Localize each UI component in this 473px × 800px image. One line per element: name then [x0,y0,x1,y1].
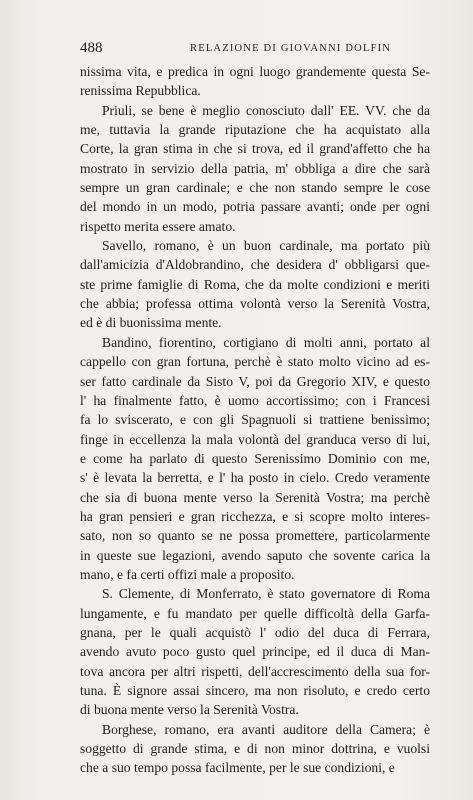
text-line: S. Clemente, di Monferrato, è stato governatore di Roma [102,586,430,602]
text-line: Corte, la gran stima in che si trova, ed il grand'affetto che ha [80,141,430,157]
text-line: ser fatto cardinale da Sisto V, poi da Gregorio XIV, e questo [80,373,430,389]
text-line: nissima vita, e predica in ogni luogo grandemente questa Se- [80,64,430,79]
text-line: Priuli, se bene è meglio conosciuto dall' EE. VV. che da [102,102,430,118]
text-line: mano, e fa certi offizi male a proposito. [80,566,295,582]
text-line: ha gran pensieri e gran ricchezza, e si scopre molto interes- [80,508,430,524]
paragraph [80,333,430,584]
text-line: l' ha finalmente fatto, è uomo accortissimo; con i Francesi [80,392,430,408]
text-line: rispetto merita essere amato. [80,218,236,234]
text-line: lungamente, e fu mandato per quelle difficoltà della Garfa- [80,605,430,621]
text-line: Borghese, romano, era avanti auditore della Camera; è [102,721,430,737]
text-line: cappello con gran fortuna, perchè è stato molto vicino ad es- [80,354,430,370]
paragraph [80,584,430,719]
text-line: sato, non so quanto se ne possa promettere, particolarmente [80,528,430,544]
text-line: che abbia; professa ottima volontà verso la Serenità Vostra, [80,296,430,312]
paragraph [80,62,430,101]
text-line: che sia di buona mente verso la Serenità Vostra; ma perchè [80,489,430,505]
paragraph [80,101,430,236]
text-line: e come ha parlato di questo Serenissimo Dominio con me, [80,450,430,466]
paragraph [80,236,430,333]
text-line: gnana, per le quali acquistò l' odio del duca di Ferrara, [80,624,430,640]
page-number: 488 [80,40,103,56]
running-title: RELAZIONE DI GIOVANNI DOLFIN [190,43,392,54]
text-line: ed è di buonissima mente. [80,315,222,331]
text-line: soggetto di grande stima, e di non minor dottrina, e vuolsi [80,741,430,757]
text-line: me, tuttavia la grande riputazione che ha acquistato alla [80,122,430,138]
text-line: in queste sue legazioni, avendo saputo che sovente carica la [80,547,430,563]
page-header [80,40,430,58]
text-line: ste prime famiglie di Roma, che da molte condizioni e meriti [80,276,430,292]
text-line: che a suo tempo possa facilmente, per le sue condizioni, e [80,760,395,776]
text-line: tuna. È signore assai sincero, ma non risoluto, e credo certo [80,683,430,698]
text-line: fa lo sviscerato, e con gli Spagnuoli si trattiene benissimo; [80,412,430,428]
text-line: del mondo in un modo, potria passare avanti; onde per ogni [80,199,430,215]
body-text [80,62,430,778]
text-line: renissima Repubblica. [80,83,201,99]
text-line: Savello, romano, è un buon cardinale, ma portato più [102,238,430,254]
text-line: tova ancora per altri rispetti, dell'accrescimento della sua for- [80,663,430,679]
text-line: Bandino, fiorentino, cortigiano di molti anni, portato al [102,334,430,350]
text-line: finge in eccellenza la mala volontà del granduca verso di lui, [80,431,430,447]
text-line: mostrato in servizio della patria, m' obbliga a dire che sarà [80,160,430,176]
text-line: dall'amicizia d'Aldobrandino, che desidera d' obbligarsi que- [80,257,430,273]
text-line: s' è levata la berretta, e l' ha posto in cielo. Credo veramente [80,470,430,486]
text-line: sempre un gran cardinale; e che non stando sempre le cose [80,180,430,196]
text-line: avendo avuto poco gusto quel principe, ed il duca di Man- [80,644,430,660]
paragraph [80,720,430,778]
text-line: di buona mente verso la Serenità Vostra. [80,702,299,718]
